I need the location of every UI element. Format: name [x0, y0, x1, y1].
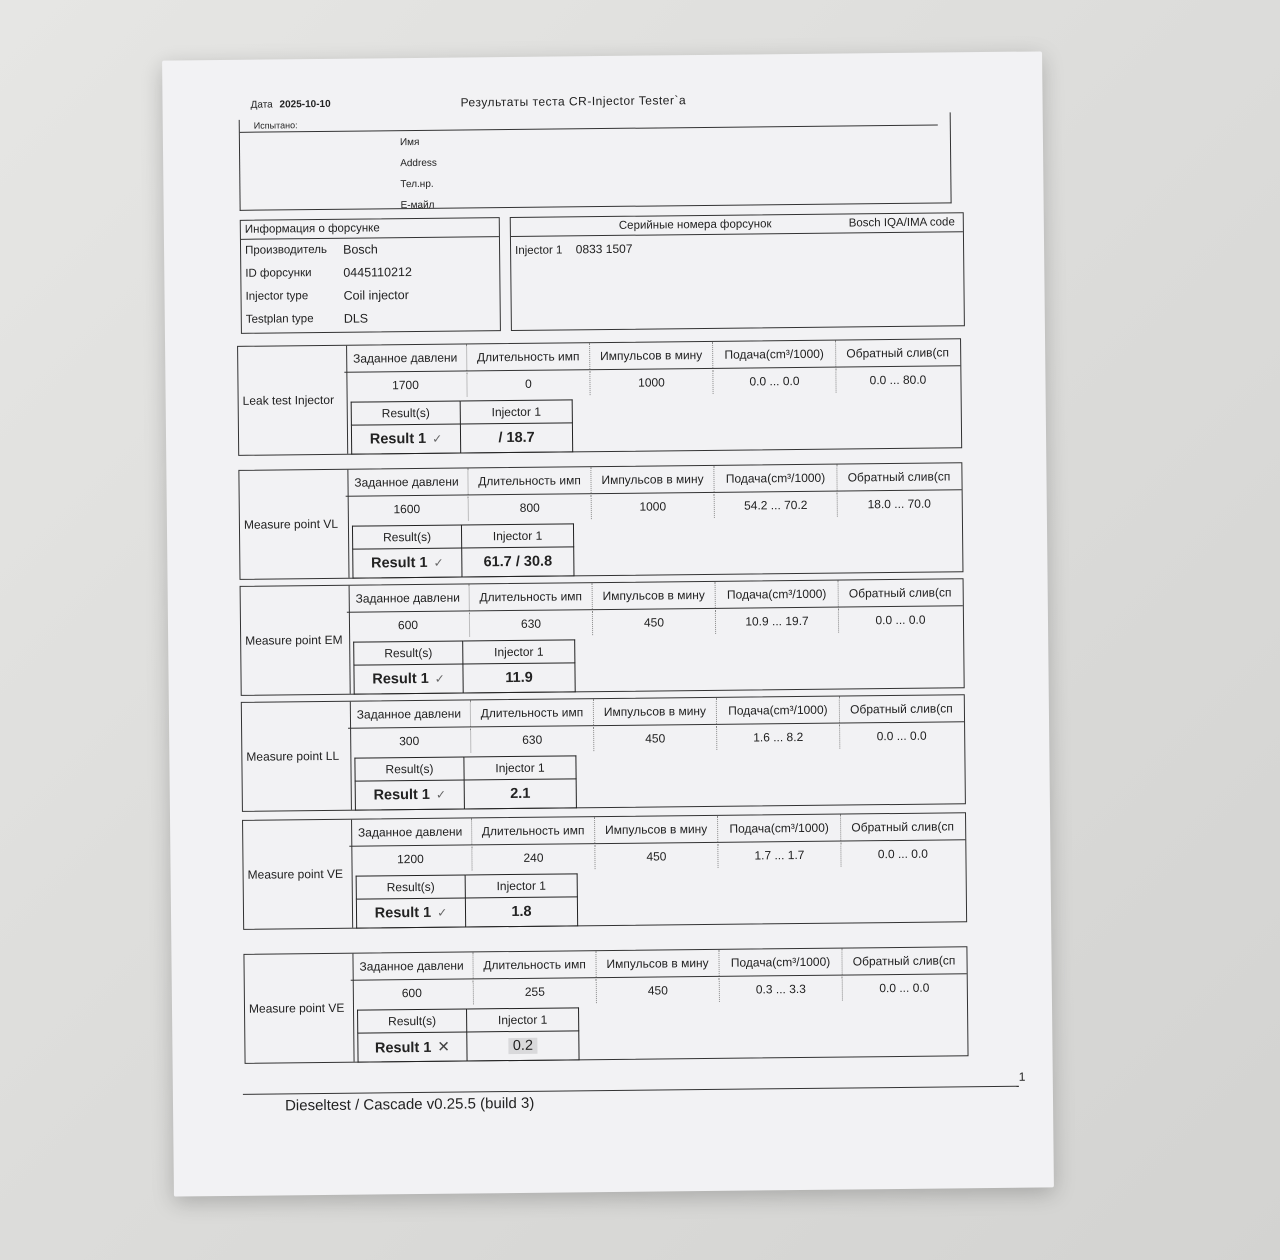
parameter-value: 630 [470, 611, 593, 636]
parameter-header: Длительность имп [471, 699, 594, 726]
footer-divider [243, 1086, 1019, 1095]
parameter-header: Обратный слив(cп [847, 469, 951, 485]
serial-heading: Серийные номера форсунок [618, 218, 772, 232]
result-label-cell [354, 664, 463, 694]
info-row [241, 260, 499, 286]
result-value: 2.1 [510, 785, 531, 803]
parameter-value-row [348, 723, 964, 753]
result-table [351, 399, 574, 454]
check-icon: ✓ [435, 787, 447, 802]
check-icon: ✓ [437, 905, 448, 920]
injector-info-box [240, 217, 501, 334]
parameter-header: Заданное давлени [350, 952, 473, 979]
date-label: Дата [250, 99, 273, 111]
test-name: Measure point EM [241, 586, 351, 695]
result-value-cell [460, 423, 572, 453]
parameter-value: 0.0 ... 80.0 [869, 372, 927, 388]
parameter-header: Обратный слив(cп [850, 701, 953, 717]
parameter-header: Длительность имп [472, 817, 595, 844]
tested-section [239, 112, 952, 210]
parameter-value: 600 [347, 612, 470, 637]
parameter-value: 1600 [346, 496, 469, 521]
parameter-header: Заданное давлени [344, 344, 467, 371]
result-value: 1.8 [511, 903, 532, 921]
parameter-value: 0.0 ... 0.0 [875, 612, 926, 628]
tested-label: Испытано: [240, 113, 938, 133]
parameter-header: Импульсов в мину [594, 698, 717, 725]
result-header: Result(s) [358, 1009, 467, 1033]
parameter-value: 300 [348, 728, 471, 753]
injector-info-heading: Информация о форсунке [241, 218, 499, 240]
parameter-header: Импульсов в мину [595, 816, 718, 843]
result-label: Result 1 [374, 904, 432, 922]
software-version: Dieseltest / Cascade v0.25.5 (build 3) [284, 1094, 535, 1115]
parameter-value: 800 [469, 495, 592, 520]
result-label-cell [356, 898, 465, 928]
result-label-cell [351, 424, 460, 454]
test-block [240, 578, 965, 696]
result-header: Result(s) [356, 875, 465, 899]
parameter-value: 0.3 ... 3.3 [720, 977, 843, 1002]
result-label: Result 1 [373, 786, 431, 804]
parameter-value: 1200 [349, 846, 472, 871]
parameter-header: Подача(cm³/1000) [719, 949, 842, 976]
result-value: 61.7 / 30.8 [483, 553, 553, 571]
parameter-value: 450 [597, 978, 720, 1003]
info-row [242, 306, 500, 332]
result-label: Result 1 [371, 554, 428, 572]
serial-injector-label: Injector 1 [515, 244, 563, 257]
date-value: 2025-10-10 [279, 98, 331, 111]
info-value: Bosch [342, 242, 378, 257]
parameter-value-row [344, 367, 960, 397]
parameter-header: Подача(cm³/1000) [718, 815, 841, 842]
test-block [243, 946, 968, 1064]
parameter-value: 450 [593, 610, 716, 635]
result-table [356, 873, 579, 928]
parameter-value: 450 [594, 726, 717, 751]
parameter-value-row [349, 841, 965, 871]
check-icon: ✓ [433, 555, 444, 570]
result-header: Result(s) [351, 401, 460, 425]
parameter-value: 1000 [592, 494, 715, 519]
test-block [241, 694, 966, 812]
parameter-header: Обратный слив(cп [848, 585, 952, 601]
parameter-value: 0.0 ... 0.0 [877, 846, 929, 862]
injector-header: Injector 1 [464, 756, 576, 780]
parameter-header: Заданное давлени [347, 584, 470, 611]
parameter-header: Обратный слив(cп [852, 953, 956, 969]
parameter-header: Подача(cm³/1000) [713, 341, 836, 368]
result-table [354, 755, 577, 810]
info-value: Coil injector [343, 288, 409, 303]
info-key: Injector type [245, 290, 309, 303]
test-name: Leak test Injector [238, 346, 348, 455]
page-number: 1 [1018, 1069, 1026, 1084]
test-name: Measure point VE [244, 954, 354, 1063]
result-header: Result(s) [352, 525, 461, 549]
result-value-cell [463, 663, 575, 693]
result-label: Result 1 [369, 430, 427, 448]
serial-numbers-box [510, 212, 965, 331]
injector-header: Injector 1 [460, 400, 572, 424]
parameter-value: 0 [467, 371, 590, 396]
parameter-value: 240 [472, 845, 595, 870]
result-value-cell [464, 779, 576, 809]
parameter-value-row [351, 975, 967, 1005]
parameter-value: 0.0 ... 0.0 [876, 728, 927, 744]
serial-injector-value: 0833 1507 [575, 241, 633, 257]
parameter-header: Импульсов в мину [593, 582, 716, 609]
info-key: Testplan type [245, 313, 314, 326]
result-header: Result(s) [355, 757, 464, 781]
parameter-header: Длительность имп [468, 467, 591, 494]
parameter-value: 1.7 ... 1.7 [718, 843, 841, 868]
parameter-header: Длительность имп [470, 583, 593, 610]
parameter-header: Импульсов в мину [591, 466, 714, 493]
parameter-value: 1700 [344, 372, 467, 397]
result-value: / 18.7 [498, 429, 535, 447]
result-label-cell [355, 780, 464, 810]
parameter-value-row [347, 607, 963, 637]
test-name: Measure point VL [239, 470, 349, 579]
parameter-value: 450 [595, 844, 718, 869]
address-field-label: Address [400, 157, 437, 170]
test-block [242, 812, 967, 930]
parameter-header: Подача(cm³/1000) [714, 465, 837, 492]
date-line [250, 99, 330, 111]
name-field-label: Имя [399, 136, 420, 149]
parameter-header: Заданное давлени [348, 700, 471, 727]
test-name: Measure point VE [243, 820, 353, 929]
parameter-header: Длительность имп [473, 951, 596, 978]
result-table [353, 639, 576, 694]
injector-header: Injector 1 [461, 524, 573, 548]
parameter-value: 255 [474, 979, 597, 1004]
result-table [352, 523, 575, 578]
cross-icon: ✕ [437, 1038, 451, 1056]
result-label: Result 1 [374, 1039, 432, 1057]
parameter-header: Заданное давлени [349, 818, 472, 845]
phone-field-label: Тел.нр. [400, 178, 434, 191]
parameter-value-row [346, 491, 962, 521]
parameter-value: 10.9 ... 19.7 [716, 609, 839, 634]
result-value: 0.2 [509, 1038, 537, 1054]
parameter-value: 1.6 ... 8.2 [717, 725, 840, 750]
parameter-header: Длительность имп [467, 343, 590, 370]
result-label: Result 1 [372, 670, 429, 688]
test-block [237, 338, 962, 456]
code-heading: Bosch IQA/IMA code [848, 216, 955, 230]
info-value: 0445110212 [343, 265, 412, 280]
serial-row [511, 232, 963, 263]
parameter-value: 600 [351, 980, 474, 1005]
result-header: Result(s) [354, 641, 463, 665]
test-block [238, 462, 963, 580]
parameter-value: 630 [471, 727, 594, 752]
info-row [241, 237, 499, 263]
injector-header: Injector 1 [465, 874, 577, 898]
test-name: Measure point LL [242, 702, 352, 811]
report-title: Результаты теста CR-Injector Tester`a [460, 93, 687, 110]
parameter-header: Импульсов в мину [590, 342, 713, 369]
result-value-cell [462, 547, 574, 577]
parameter-header: Заданное давлени [345, 468, 468, 495]
result-value-cell [467, 1031, 579, 1061]
info-key: ID форсунки [245, 267, 312, 280]
parameter-header: Подача(cm³/1000) [716, 581, 839, 608]
result-label-cell [353, 548, 462, 578]
info-key: Производитель [245, 243, 328, 257]
parameter-value: 1000 [590, 370, 713, 395]
check-icon: ✓ [434, 671, 445, 686]
email-field-label: E-майл [400, 199, 435, 212]
result-value-cell [465, 897, 577, 927]
parameter-header: Импульсов в мину [596, 950, 719, 977]
result-table [357, 1007, 580, 1062]
injector-header: Injector 1 [463, 640, 575, 664]
parameter-header: Обратный слив(cп [846, 345, 950, 361]
result-label-cell [358, 1032, 467, 1062]
parameter-value: 0.0 ... 0.0 [713, 369, 836, 394]
report-page [162, 51, 1054, 1196]
info-value: DLS [343, 311, 369, 326]
parameter-value: 0.0 ... 0.0 [879, 980, 930, 996]
result-value: 11.9 [505, 669, 533, 687]
parameter-value: 18.0 ... 70.0 [867, 496, 932, 512]
check-icon: ✓ [432, 431, 443, 446]
parameter-header: Подача(cm³/1000) [717, 697, 840, 724]
injector-header: Injector 1 [467, 1008, 579, 1032]
customer-fields [400, 132, 438, 216]
info-row [241, 283, 499, 309]
parameter-header: Обратный слив(cп [851, 819, 955, 835]
parameter-value: 54.2 ... 70.2 [715, 493, 838, 518]
